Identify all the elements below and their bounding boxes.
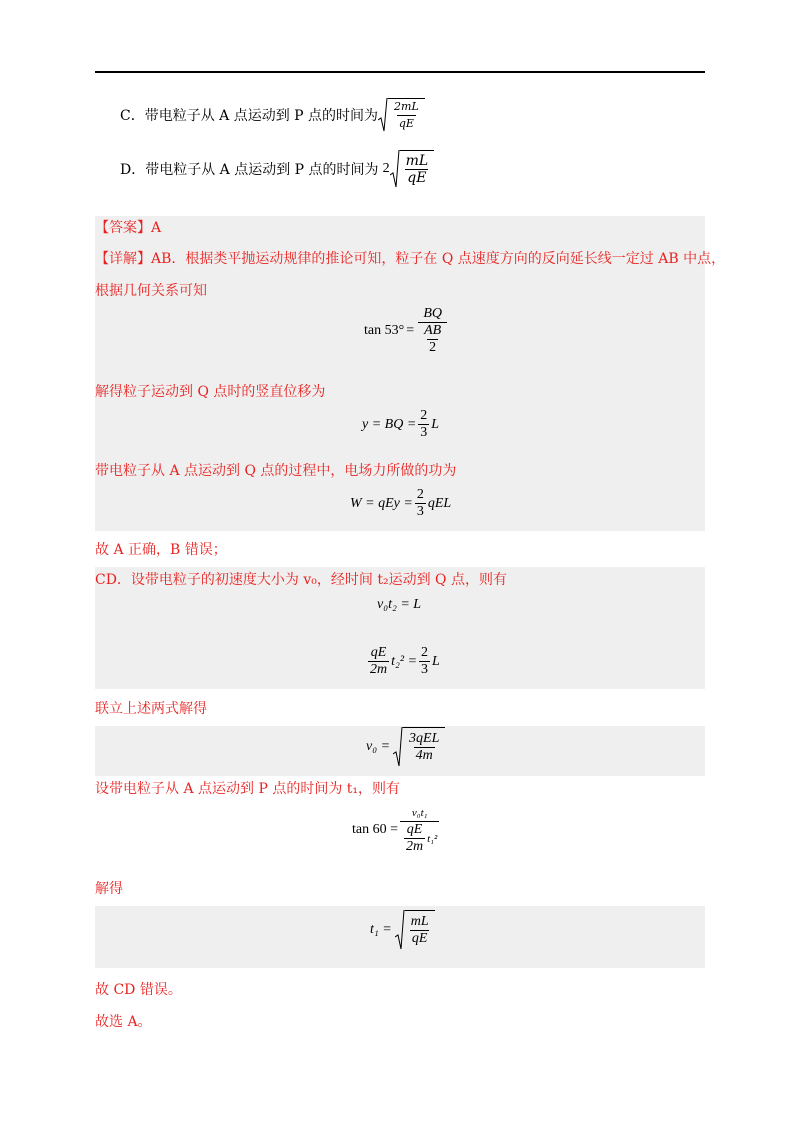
detail-line-3: 解得粒子运动到 Q 点时的竖直位移为 bbox=[95, 384, 326, 400]
equation-y: y = BQ = $\frac{2}{3}$ L bbox=[362, 408, 440, 440]
answer-label: 【答案】 bbox=[95, 220, 151, 236]
option-d-coef: 2 bbox=[382, 161, 390, 176]
detail-line-8: 设带电粒子从 A 点运动到 P 点的时间为 t₁，则有 bbox=[95, 781, 401, 797]
detail-line-9: 解得 bbox=[95, 881, 123, 897]
equation-v0t2: v₀t₂ = L bbox=[377, 597, 422, 612]
radical-icon bbox=[390, 150, 400, 188]
option-d-num: mL bbox=[405, 153, 429, 169]
detail-line-5: 故 A 正确，B 错误； bbox=[95, 542, 227, 558]
header-rule bbox=[95, 71, 705, 73]
option-c bbox=[120, 98, 425, 132]
option-d bbox=[120, 150, 434, 188]
equation-t1: t₁ = $\frac{mL}{qE}$ bbox=[370, 910, 435, 950]
equation-w: W = qEy = $\frac{2}{3}$ qEL bbox=[350, 487, 452, 519]
radical-icon bbox=[378, 98, 388, 132]
detail-line-7: 联立上述两式解得 bbox=[95, 701, 207, 717]
option-d-den: qE bbox=[407, 170, 427, 186]
equation-v0: v₀ = $\frac{\text{3qEL}}{4m}$ bbox=[366, 727, 445, 767]
answer-value: A bbox=[151, 220, 162, 236]
equation-tan60: tan 60 = v₀t₁ $\frac{qE}{2m}$ t₁² bbox=[352, 807, 438, 854]
detail-line-10: 故 CD 错误。 bbox=[95, 982, 182, 998]
option-c-sqrt bbox=[378, 98, 425, 132]
detail-line-2: 根据几何关系可知 bbox=[95, 283, 207, 299]
answer-line bbox=[95, 218, 161, 238]
radical-icon bbox=[393, 727, 403, 767]
option-d-sqrt bbox=[390, 150, 435, 188]
option-c-text: C．带电粒子从 A 点运动到 P 点的时间为 bbox=[120, 108, 379, 124]
detail-label: 【详解】 bbox=[95, 251, 151, 267]
detail-line-1: 【详解】AB．根据类平抛运动规律的推论可知，粒子在 Q 点速度方向的反向延长线一定过 AB 中点， bbox=[95, 251, 726, 267]
radical-icon bbox=[395, 910, 405, 950]
option-c-den: qE bbox=[398, 117, 414, 130]
detail-line-11: 故选 A。 bbox=[95, 1014, 152, 1030]
detail-line-4: 带电粒子从 A 点运动到 Q 点的过程中，电场力所做的功为 bbox=[95, 463, 457, 479]
option-c-num: 2mL bbox=[394, 100, 419, 113]
equation-tan53: tan 53° = $\frac{BQ}{\frac{AB}{2}}$ bbox=[364, 306, 449, 356]
equation-qe2m: $\frac{qE}{2m}$ t₂² = $\frac{2}{3}$ L bbox=[370, 645, 440, 677]
option-d-text: D．带电粒子从 A 点运动到 P 点的时间为 bbox=[120, 162, 379, 178]
detail-line-6: CD．设带电粒子的初速度大小为 v₀，经时间 t₂运动到 Q 点，则有 bbox=[95, 572, 507, 588]
